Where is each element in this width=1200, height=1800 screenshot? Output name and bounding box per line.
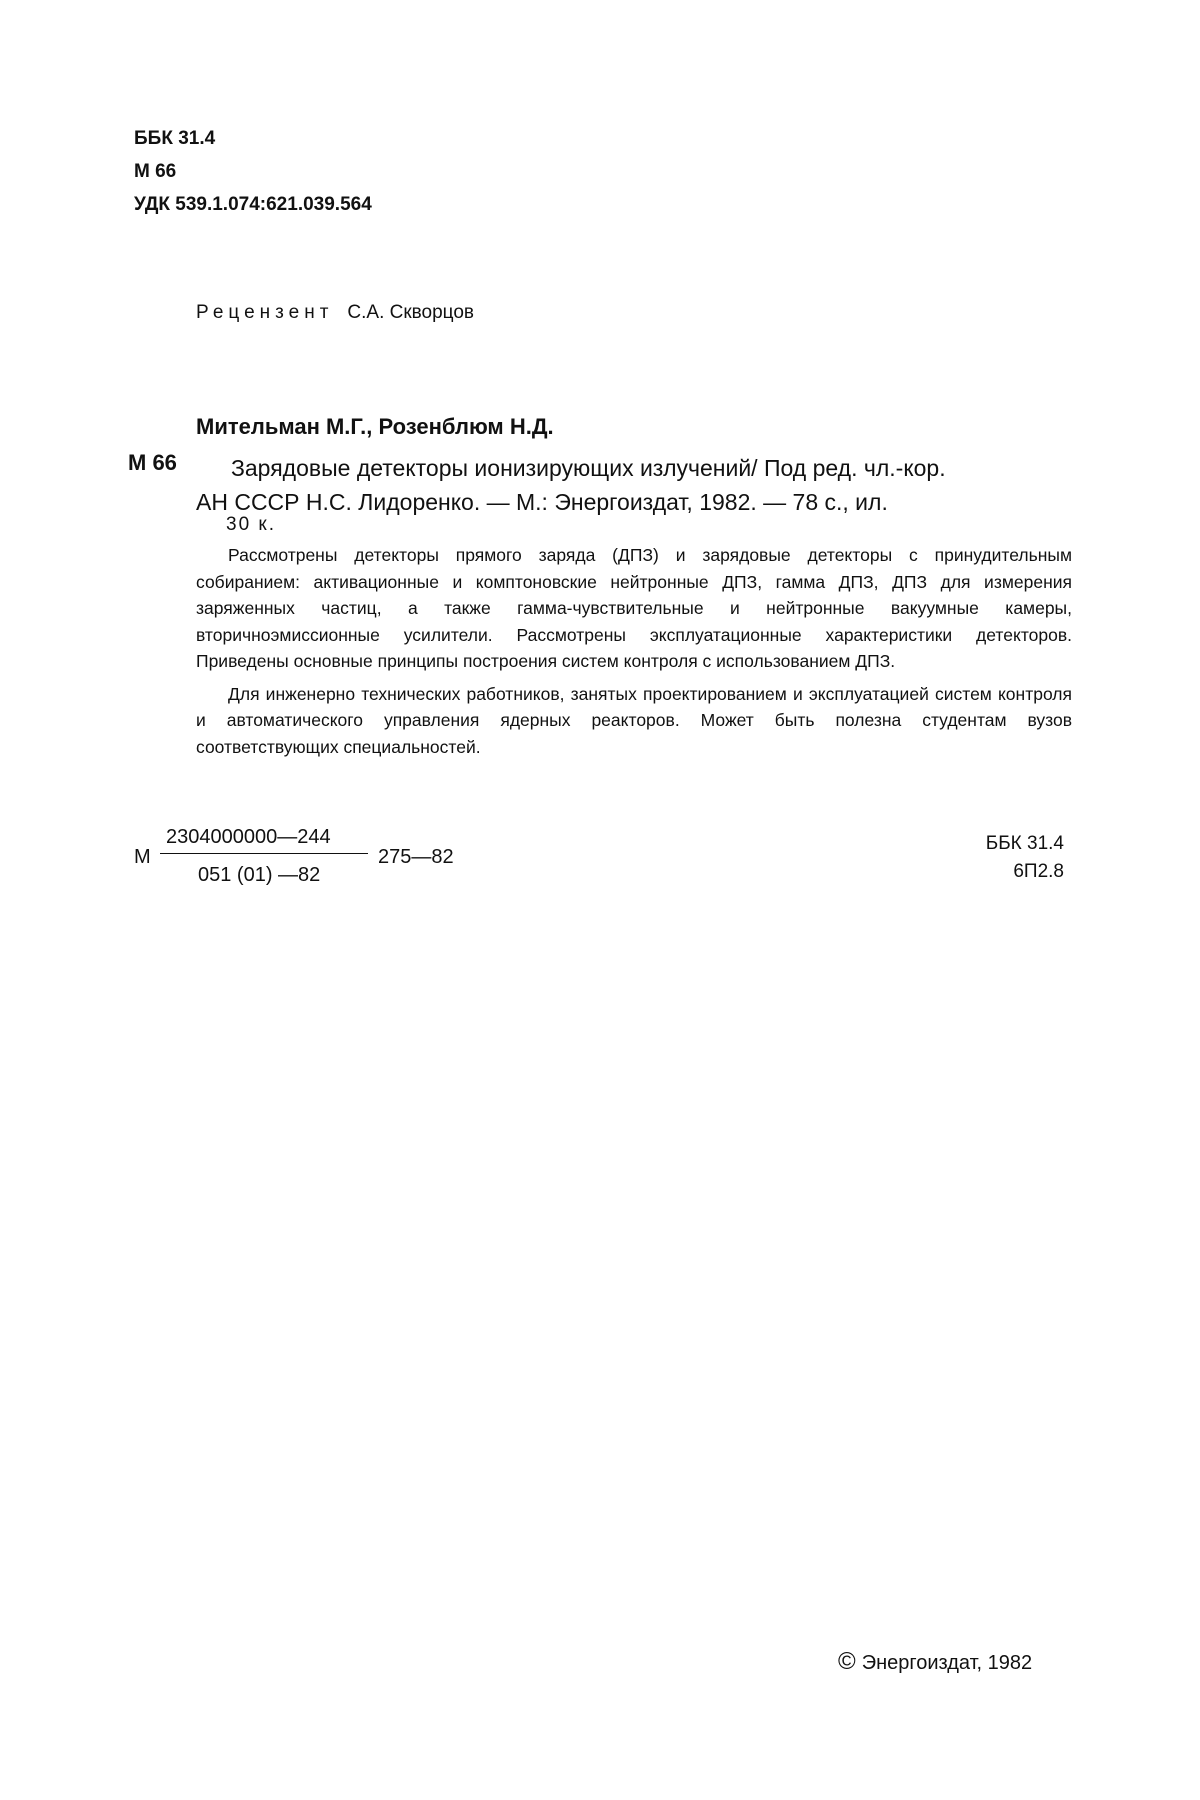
bbk-right-line-1: ББК 31.4 (985, 833, 1064, 854)
authors: Мительман М.Г., Розенблюм Н.Д. (196, 414, 554, 439)
annotation-paragraph-1: Рассмотрены детекторы прямого заряда (ДПЗ) и зарядовые детекторы с принудительным собиранием: активационные и комптоновские нейтронные ДПЗ, гамма ДПЗ, ДПЗ для измерения заряженных частиц, а также гамма-чувствительные и нейтронные вакуумные камеры, вторичноэмиссионные усилители. Рассмотрены эксплуатационные характеристики детекторов. Приведены основные принципы построения систем контроля с использованием ДПЗ. (196, 545, 1072, 671)
reviewer-line (196, 302, 474, 324)
reviewer-role: Рецензент (196, 302, 334, 323)
annotation-paragraph-2: Для инженерно технических работников, занятых проектированием и эксплуатацией систем контроля и автоматического управления ядерных реакторов. Может быть полезна студентам вузов соответствующих специальностей. (196, 683, 1072, 757)
copyright (838, 1648, 1032, 1676)
bbk-code: ББК 31.4 (134, 128, 216, 149)
bbk-right-block (940, 830, 1064, 886)
publication-code-prefix: М (134, 846, 151, 868)
publication-code-suffix: 275—82 (378, 846, 454, 868)
reviewer-name: С.А. Скворцов (347, 302, 475, 323)
fraction-bar (160, 853, 368, 854)
index-code: М 66 (128, 450, 177, 475)
copyright-icon: © (838, 1648, 856, 1675)
classification-codes (134, 122, 372, 221)
annotation (196, 542, 1072, 760)
copyright-text: Энергоиздат, 1982 (861, 1652, 1033, 1674)
publication-code-denominator: 051 (01) —82 (198, 864, 321, 886)
author-sign: М 66 (134, 161, 177, 182)
bbk-right-line-2: 6П2.8 (1013, 861, 1064, 882)
title-line-1: Зарядовые детекторы ионизирующих излучений/ Под ред. чл.-кор. (231, 455, 946, 481)
title-line-2: АН СССР Н.С. Лидоренко. — М.: Энергоиздат, 1982. — 78 с., ил. (196, 489, 888, 515)
book-title (196, 451, 1076, 519)
publication-code-numerator: 2304000000—244 (166, 826, 331, 848)
udk-code: УДК 539.1.074:621.039.564 (134, 194, 372, 215)
price: 30 к. (226, 514, 277, 535)
